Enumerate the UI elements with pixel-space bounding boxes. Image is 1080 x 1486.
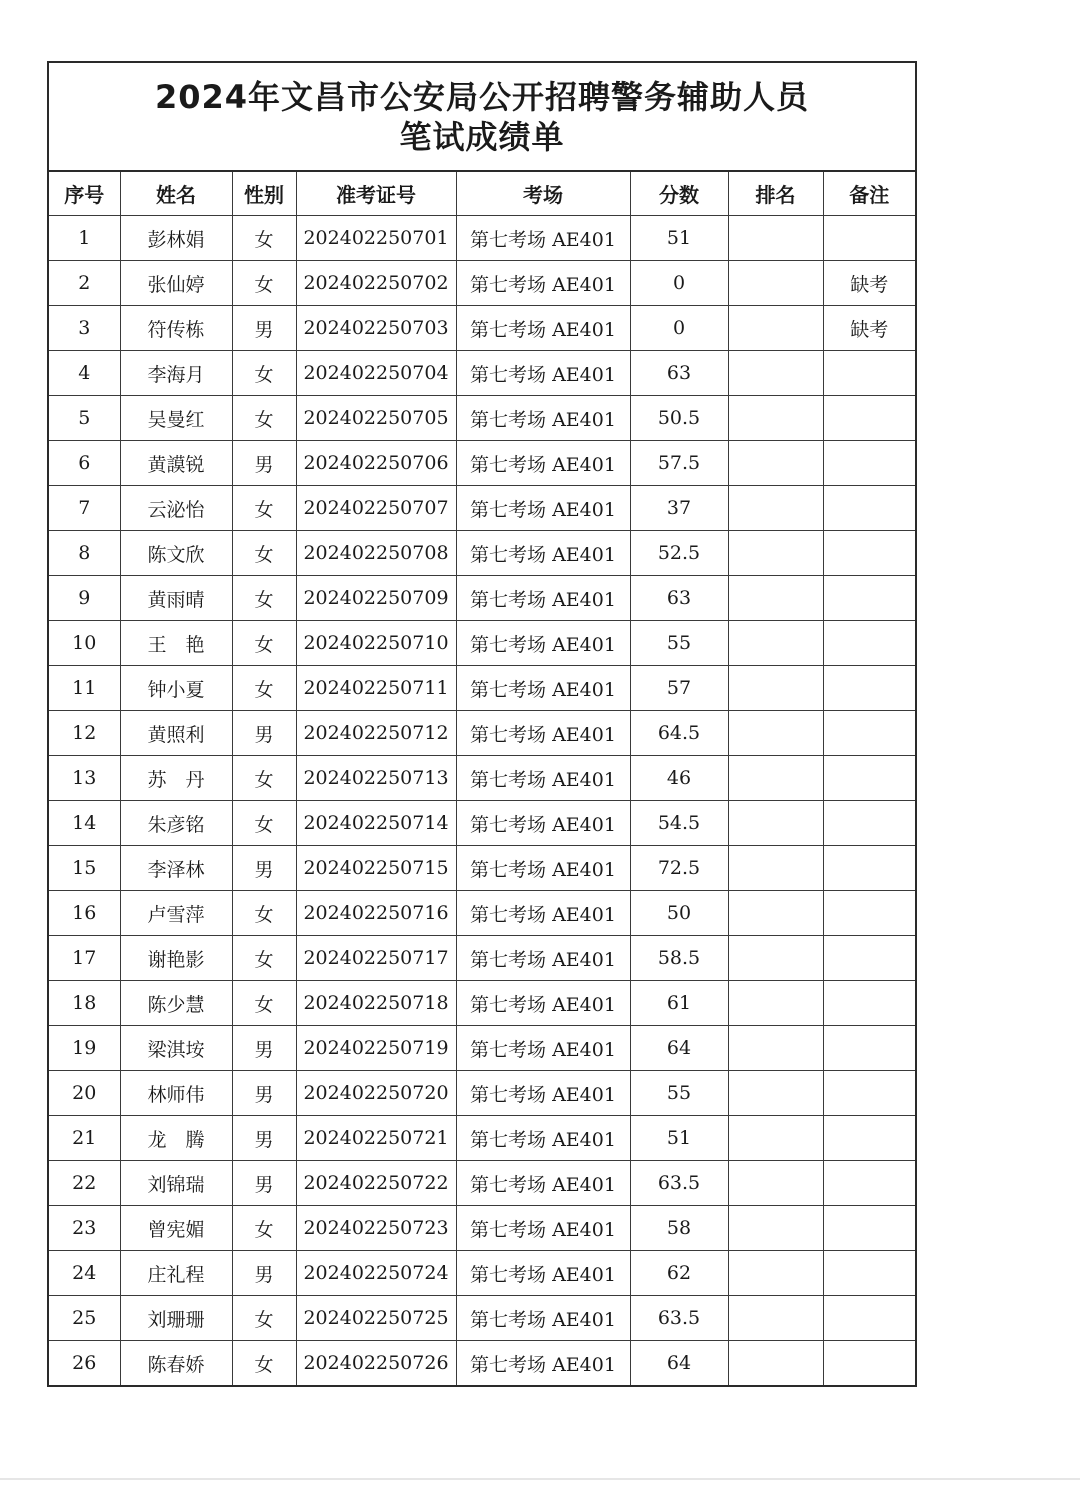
cell-col-remark (823, 846, 915, 891)
cell-col-exam-id: 202402250722 (296, 1161, 456, 1206)
cell-col-index: 17 (49, 936, 120, 981)
header-col-rank: 排名 (728, 172, 823, 216)
cell-col-index: 6 (49, 441, 120, 486)
cell-col-exam-room: 第七考场 AE401 (456, 396, 630, 441)
score-table (49, 172, 915, 1385)
cell-col-gender: 男 (232, 306, 296, 351)
cell-col-remark (823, 756, 915, 801)
cell-col-index: 8 (49, 531, 120, 576)
cell-col-name: 张仙婷 (120, 261, 232, 306)
cell-col-name: 刘珊珊 (120, 1296, 232, 1341)
cell-col-index: 1 (49, 216, 120, 261)
cell-col-exam-id: 202402250713 (296, 756, 456, 801)
cell-col-score: 55 (630, 1071, 728, 1116)
cell-col-index: 10 (49, 621, 120, 666)
cell-col-rank (728, 666, 823, 711)
cell-col-gender: 女 (232, 801, 296, 846)
cell-col-exam-room: 第七考场 AE401 (456, 801, 630, 846)
cell-col-rank (728, 486, 823, 531)
table-row (49, 531, 915, 576)
cell-col-index: 5 (49, 396, 120, 441)
cell-col-name: 彭林娟 (120, 216, 232, 261)
cell-col-gender: 男 (232, 1071, 296, 1116)
header-col-exam-id: 准考证号 (296, 172, 456, 216)
header-col-remark: 备注 (823, 172, 915, 216)
cell-col-exam-id: 202402250725 (296, 1296, 456, 1341)
cell-col-gender: 女 (232, 621, 296, 666)
table-row (49, 666, 915, 711)
cell-col-score: 0 (630, 261, 728, 306)
cell-col-score: 57 (630, 666, 728, 711)
cell-col-score: 52.5 (630, 531, 728, 576)
cell-col-index: 3 (49, 306, 120, 351)
table-row (49, 1071, 915, 1116)
cell-col-name: 林师伟 (120, 1071, 232, 1116)
cell-col-name: 王 艳 (120, 621, 232, 666)
table-row (49, 981, 915, 1026)
cell-col-gender: 男 (232, 1026, 296, 1071)
cell-col-name: 符传栋 (120, 306, 232, 351)
cell-col-exam-room: 第七考场 AE401 (456, 1341, 630, 1386)
cell-col-exam-room: 第七考场 AE401 (456, 531, 630, 576)
document-subtitle: 笔试成绩单 (399, 117, 565, 156)
cell-col-remark (823, 936, 915, 981)
cell-col-name: 谢艳影 (120, 936, 232, 981)
cell-col-name: 黄照利 (120, 711, 232, 756)
table-row (49, 216, 915, 261)
cell-col-gender: 男 (232, 1161, 296, 1206)
cell-col-gender: 女 (232, 891, 296, 936)
cell-col-exam-id: 202402250711 (296, 666, 456, 711)
cell-col-name: 庄礼程 (120, 1251, 232, 1296)
cell-col-score: 63 (630, 351, 728, 396)
cell-col-name: 陈春娇 (120, 1341, 232, 1386)
cell-col-score: 50.5 (630, 396, 728, 441)
cell-col-remark (823, 1251, 915, 1296)
cell-col-score: 57.5 (630, 441, 728, 486)
cell-col-exam-id: 202402250708 (296, 531, 456, 576)
cell-col-rank (728, 261, 823, 306)
cell-col-gender: 男 (232, 711, 296, 756)
cell-col-gender: 男 (232, 846, 296, 891)
cell-col-remark (823, 351, 915, 396)
cell-col-gender: 女 (232, 486, 296, 531)
cell-col-exam-id: 202402250707 (296, 486, 456, 531)
cell-col-exam-id: 202402250714 (296, 801, 456, 846)
cell-col-rank (728, 801, 823, 846)
cell-col-rank (728, 1116, 823, 1161)
cell-col-rank (728, 441, 823, 486)
cell-col-rank (728, 891, 823, 936)
cell-col-score: 51 (630, 216, 728, 261)
cell-col-score: 64 (630, 1026, 728, 1071)
cell-col-score: 55 (630, 621, 728, 666)
cell-col-name: 吴曼红 (120, 396, 232, 441)
cell-col-exam-room: 第七考场 AE401 (456, 486, 630, 531)
cell-col-exam-id: 202402250712 (296, 711, 456, 756)
cell-col-gender: 女 (232, 666, 296, 711)
cell-col-rank (728, 576, 823, 621)
cell-col-index: 4 (49, 351, 120, 396)
cell-col-index: 23 (49, 1206, 120, 1251)
cell-col-rank (728, 1071, 823, 1116)
cell-col-score: 51 (630, 1116, 728, 1161)
cell-col-name: 黄雨晴 (120, 576, 232, 621)
cell-col-exam-id: 202402250706 (296, 441, 456, 486)
cell-col-name: 刘锦瑞 (120, 1161, 232, 1206)
cell-col-remark (823, 891, 915, 936)
cell-col-exam-room: 第七考场 AE401 (456, 1161, 630, 1206)
cell-col-score: 50 (630, 891, 728, 936)
table-row (49, 846, 915, 891)
cell-col-remark (823, 576, 915, 621)
cell-col-index: 25 (49, 1296, 120, 1341)
cell-col-index: 19 (49, 1026, 120, 1071)
table-row (49, 351, 915, 396)
cell-col-exam-id: 202402250704 (296, 351, 456, 396)
table-row (49, 1206, 915, 1251)
cell-col-exam-id: 202402250705 (296, 396, 456, 441)
cell-col-exam-room: 第七考场 AE401 (456, 756, 630, 801)
cell-col-exam-id: 202402250710 (296, 621, 456, 666)
cell-col-index: 13 (49, 756, 120, 801)
table-row (49, 576, 915, 621)
cell-col-index: 24 (49, 1251, 120, 1296)
cell-col-name: 卢雪萍 (120, 891, 232, 936)
cell-col-score: 37 (630, 486, 728, 531)
cell-col-name: 李海月 (120, 351, 232, 396)
cell-col-exam-room: 第七考场 AE401 (456, 1206, 630, 1251)
cell-col-score: 72.5 (630, 846, 728, 891)
header-col-score: 分数 (630, 172, 728, 216)
cell-col-score: 61 (630, 981, 728, 1026)
cell-col-rank (728, 711, 823, 756)
cell-col-gender: 女 (232, 261, 296, 306)
cell-col-index: 14 (49, 801, 120, 846)
cell-col-exam-id: 202402250726 (296, 1341, 456, 1386)
cell-col-remark (823, 216, 915, 261)
cell-col-rank (728, 1026, 823, 1071)
cell-col-score: 54.5 (630, 801, 728, 846)
table-row (49, 1116, 915, 1161)
cell-col-gender: 女 (232, 396, 296, 441)
cell-col-exam-id: 202402250724 (296, 1251, 456, 1296)
cell-col-remark (823, 711, 915, 756)
cell-col-rank (728, 936, 823, 981)
cell-col-remark (823, 1116, 915, 1161)
cell-col-rank (728, 1161, 823, 1206)
cell-col-exam-id: 202402250719 (296, 1026, 456, 1071)
cell-col-exam-id: 202402250720 (296, 1071, 456, 1116)
cell-col-index: 7 (49, 486, 120, 531)
cell-col-exam-room: 第七考场 AE401 (456, 621, 630, 666)
cell-col-rank (728, 216, 823, 261)
cell-col-score: 0 (630, 306, 728, 351)
cell-col-exam-room: 第七考场 AE401 (456, 891, 630, 936)
cell-col-index: 2 (49, 261, 120, 306)
cell-col-name: 苏 丹 (120, 756, 232, 801)
cell-col-remark (823, 1341, 915, 1386)
cell-col-score: 64.5 (630, 711, 728, 756)
cell-col-remark (823, 396, 915, 441)
cell-col-index: 15 (49, 846, 120, 891)
table-row (49, 1161, 915, 1206)
cell-col-score: 58.5 (630, 936, 728, 981)
cell-col-gender: 女 (232, 1206, 296, 1251)
cell-col-gender: 女 (232, 531, 296, 576)
cell-col-rank (728, 981, 823, 1026)
cell-col-exam-room: 第七考场 AE401 (456, 711, 630, 756)
cell-col-remark: 缺考 (823, 306, 915, 351)
header-col-gender: 性别 (232, 172, 296, 216)
header-col-name: 姓名 (120, 172, 232, 216)
table-row (49, 1341, 915, 1386)
cell-col-exam-room: 第七考场 AE401 (456, 1116, 630, 1161)
cell-col-gender: 女 (232, 576, 296, 621)
cell-col-exam-room: 第七考场 AE401 (456, 351, 630, 396)
cell-col-gender: 男 (232, 1116, 296, 1161)
cell-col-index: 22 (49, 1161, 120, 1206)
cell-col-score: 62 (630, 1251, 728, 1296)
cell-col-rank (728, 756, 823, 801)
cell-col-name: 朱彦铭 (120, 801, 232, 846)
cell-col-name: 曾宪媚 (120, 1206, 232, 1251)
header-col-index: 序号 (49, 172, 120, 216)
cell-col-remark (823, 1026, 915, 1071)
cell-col-exam-room: 第七考场 AE401 (456, 306, 630, 351)
table-row (49, 891, 915, 936)
table-row (49, 441, 915, 486)
cell-col-score: 46 (630, 756, 728, 801)
cell-col-exam-room: 第七考场 AE401 (456, 261, 630, 306)
cell-col-gender: 女 (232, 981, 296, 1026)
cell-col-score: 58 (630, 1206, 728, 1251)
cell-col-exam-room: 第七考场 AE401 (456, 846, 630, 891)
cell-col-score: 63.5 (630, 1296, 728, 1341)
cell-col-rank (728, 1341, 823, 1386)
cell-col-exam-room: 第七考场 AE401 (456, 936, 630, 981)
cell-col-exam-room: 第七考场 AE401 (456, 441, 630, 486)
cell-col-remark (823, 666, 915, 711)
cell-col-exam-room: 第七考场 AE401 (456, 1251, 630, 1296)
table-row (49, 621, 915, 666)
cell-col-score: 63.5 (630, 1161, 728, 1206)
cell-col-index: 9 (49, 576, 120, 621)
cell-col-gender: 男 (232, 441, 296, 486)
cell-col-rank (728, 351, 823, 396)
cell-col-rank (728, 1251, 823, 1296)
cell-col-name: 黄謨锐 (120, 441, 232, 486)
cell-col-exam-id: 202402250721 (296, 1116, 456, 1161)
cell-col-exam-id: 202402250717 (296, 936, 456, 981)
cell-col-exam-id: 202402250709 (296, 576, 456, 621)
cell-col-index: 20 (49, 1071, 120, 1116)
cell-col-exam-id: 202402250718 (296, 981, 456, 1026)
cell-col-rank (728, 1296, 823, 1341)
page-edge-line (0, 1478, 1080, 1480)
cell-col-exam-room: 第七考场 AE401 (456, 576, 630, 621)
cell-col-exam-id: 202402250701 (296, 216, 456, 261)
cell-col-rank (728, 1206, 823, 1251)
cell-col-remark (823, 621, 915, 666)
cell-col-gender: 女 (232, 351, 296, 396)
cell-col-name: 陈文欣 (120, 531, 232, 576)
cell-col-name: 梁淇垵 (120, 1026, 232, 1071)
header-row (49, 172, 915, 216)
cell-col-gender: 女 (232, 216, 296, 261)
cell-col-index: 21 (49, 1116, 120, 1161)
cell-col-remark (823, 1161, 915, 1206)
cell-col-gender: 女 (232, 936, 296, 981)
cell-col-gender: 男 (232, 1251, 296, 1296)
cell-col-score: 64 (630, 1341, 728, 1386)
table-row (49, 801, 915, 846)
cell-col-remark (823, 441, 915, 486)
header-col-exam-room: 考场 (456, 172, 630, 216)
table-row (49, 1251, 915, 1296)
cell-col-gender: 女 (232, 756, 296, 801)
cell-col-name: 钟小夏 (120, 666, 232, 711)
cell-col-exam-room: 第七考场 AE401 (456, 666, 630, 711)
score-sheet (47, 61, 917, 1387)
table-row (49, 261, 915, 306)
table-row (49, 306, 915, 351)
cell-col-index: 16 (49, 891, 120, 936)
cell-col-remark (823, 981, 915, 1026)
cell-col-rank (728, 306, 823, 351)
cell-col-exam-room: 第七考场 AE401 (456, 1071, 630, 1116)
table-row (49, 756, 915, 801)
cell-col-remark (823, 801, 915, 846)
cell-col-gender: 女 (232, 1341, 296, 1386)
cell-col-index: 11 (49, 666, 120, 711)
cell-col-remark (823, 531, 915, 576)
cell-col-score: 63 (630, 576, 728, 621)
cell-col-gender: 女 (232, 1296, 296, 1341)
table-row (49, 711, 915, 756)
cell-col-remark (823, 1296, 915, 1341)
cell-col-remark (823, 1206, 915, 1251)
cell-col-index: 18 (49, 981, 120, 1026)
cell-col-exam-room: 第七考场 AE401 (456, 981, 630, 1026)
cell-col-remark (823, 486, 915, 531)
table-row (49, 1296, 915, 1341)
cell-col-remark (823, 1071, 915, 1116)
cell-col-exam-room: 第七考场 AE401 (456, 1026, 630, 1071)
table-row (49, 1026, 915, 1071)
cell-col-rank (728, 621, 823, 666)
cell-col-index: 12 (49, 711, 120, 756)
cell-col-exam-id: 202402250715 (296, 846, 456, 891)
cell-col-exam-room: 第七考场 AE401 (456, 216, 630, 261)
cell-col-index: 26 (49, 1341, 120, 1386)
title-block (49, 63, 915, 172)
cell-col-name: 李泽林 (120, 846, 232, 891)
cell-col-exam-id: 202402250703 (296, 306, 456, 351)
cell-col-rank (728, 396, 823, 441)
cell-col-rank (728, 846, 823, 891)
cell-col-name: 云泌怡 (120, 486, 232, 531)
cell-col-exam-id: 202402250702 (296, 261, 456, 306)
table-row (49, 486, 915, 531)
cell-col-exam-id: 202402250723 (296, 1206, 456, 1251)
document-title: 2024年文昌市公安局公开招聘警务辅助人员 (154, 77, 810, 116)
table-row (49, 396, 915, 441)
table-body (49, 216, 915, 1386)
cell-col-exam-room: 第七考场 AE401 (456, 1296, 630, 1341)
cell-col-remark: 缺考 (823, 261, 915, 306)
cell-col-name: 龙 腾 (120, 1116, 232, 1161)
cell-col-exam-id: 202402250716 (296, 891, 456, 936)
cell-col-name: 陈少慧 (120, 981, 232, 1026)
table-row (49, 936, 915, 981)
cell-col-rank (728, 531, 823, 576)
